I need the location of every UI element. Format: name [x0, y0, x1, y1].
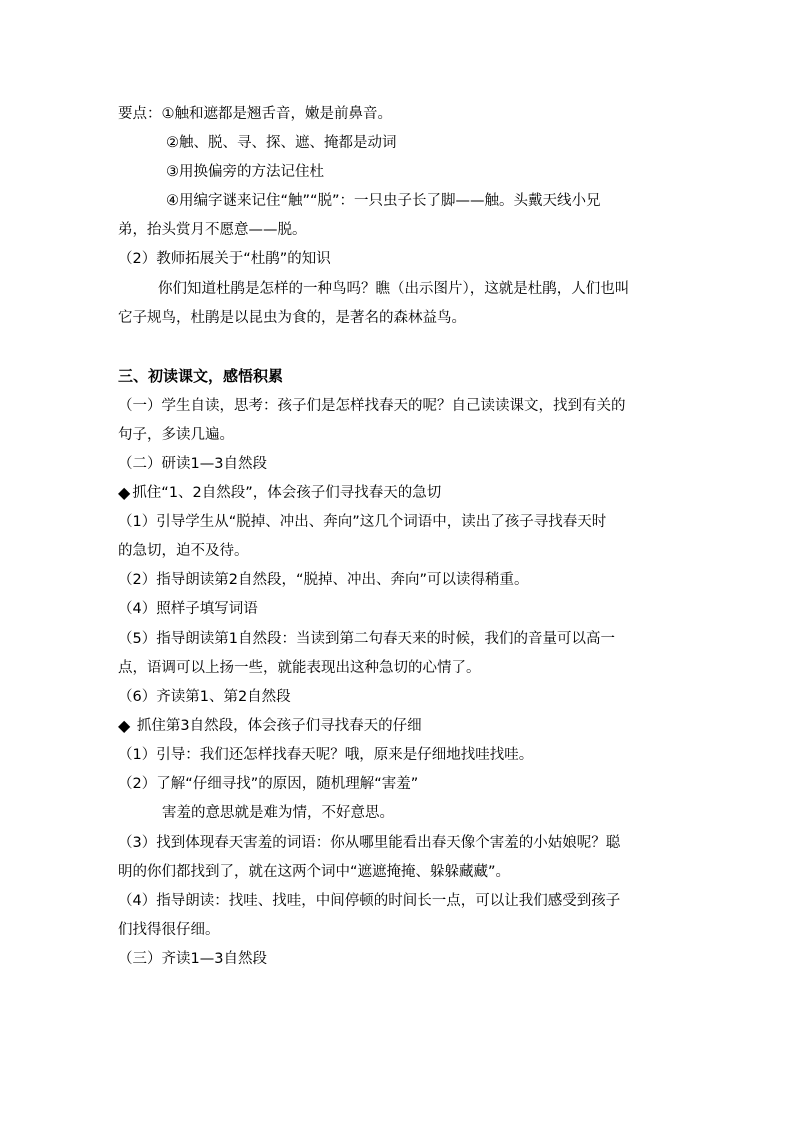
diamond-bullet-icon: ◆ — [118, 483, 131, 502]
text-line-self-read: （一）学生自读，思考：孩子们是怎样找春天的呢？自己读读课文，找到有关的 — [118, 398, 626, 414]
text-line-read-together: （三）齐读1—3自然段 — [118, 951, 267, 967]
text-line-guide-p3-3-cont: 明的你们都找到了，就在这两个词中“遮遮掩掩、躲躲藏藏”。 — [118, 864, 511, 880]
text-line-guide-p3-1: （1）引导：我们还怎样找春天呢？哦，原来是仔细地找哇找哇。 — [118, 747, 534, 763]
text-line-point-4-cont: 弟，抬头赏月不愿意——脱。 — [118, 222, 307, 238]
text-line-guide-4: （4）照样子填写词语 — [118, 601, 258, 617]
text-line-guide-1-cont: 的急切，迫不及待。 — [118, 543, 249, 559]
text-line-self-read-cont: 句子，多读几遍。 — [118, 427, 234, 443]
text-line-cuckoo: 你们知道杜鹃是怎样的一种鸟吗？瞧（出示图片），这就是杜鹃，人们也叫 — [158, 281, 630, 297]
text-line-guide-p3-3: （3）找到体现春天害羞的词语：你从哪里能看出春天像个害羞的小姑娘呢？聪 — [118, 835, 621, 851]
text-line-guide-2: （2）指导朗读第2自然段，“脱掉、冲出、奔向”可以读得稍重。 — [118, 572, 529, 588]
section-heading: 三、初读课文，感悟积累 — [118, 367, 284, 385]
text-line-key-points: 要点：①触和遮都是翘舌音，嫩是前鼻音。 — [118, 106, 392, 122]
bullet-line-1 — [118, 483, 441, 503]
text-line-guide-6: （6）齐读第1、第2自然段 — [118, 689, 291, 705]
text-line-guide-5: （5）指导朗读第1自然段：当读到第二句春天来的时候，我们的音量可以高一 — [118, 631, 615, 647]
text-line-point-2: ②触、脱、寻、探、遮、掩都是动词 — [166, 135, 397, 151]
diamond-bullet-icon: ◆ — [118, 716, 131, 735]
bullet-line-2 — [118, 716, 422, 736]
text-line-study-paragraphs: （二）研读1—3自然段 — [118, 456, 267, 472]
text-line-guide-1: （1）引导学生从“脱掉、冲出、奔向”这几个词语中，读出了孩子寻找春天时 — [118, 514, 607, 530]
text-line-cuckoo-cont: 它子规鸟，杜鹃是以昆虫为食的，是著名的森林益鸟。 — [118, 310, 466, 326]
bullet-text: 抓住“1、2自然段”，体会孩子们寻找春天的急切 — [132, 485, 442, 501]
bullet-text: 抓住第3自然段，体会孩子们寻找春天的仔细 — [136, 718, 422, 734]
text-line-shy-meaning: 害羞的意思就是难为情，不好意思。 — [162, 805, 394, 821]
text-line-guide-5-cont: 点，语调可以上扬一些，就能表现出这种急切的心情了。 — [118, 660, 481, 676]
text-line-point-4: ④用编字谜来记住“触”“脱”：一只虫子长了脚——触。头戴天线小兄 — [166, 193, 601, 209]
text-line-guide-p3-2: （2）了解“仔细寻找”的原因，随机理解“害羞” — [118, 776, 419, 792]
text-line-guide-p3-4: （4）指导朗读：找哇、找哇，中间停顿的时间长一点，可以让我们感受到孩子 — [118, 893, 621, 909]
text-line-teacher-expand: （2）教师拓展关于“杜鹃”的知识 — [118, 251, 331, 267]
text-line-guide-p3-4-cont: 们找得很仔细。 — [118, 922, 220, 938]
text-line-point-3: ③用换偏旁的方法记住杜 — [166, 164, 324, 180]
